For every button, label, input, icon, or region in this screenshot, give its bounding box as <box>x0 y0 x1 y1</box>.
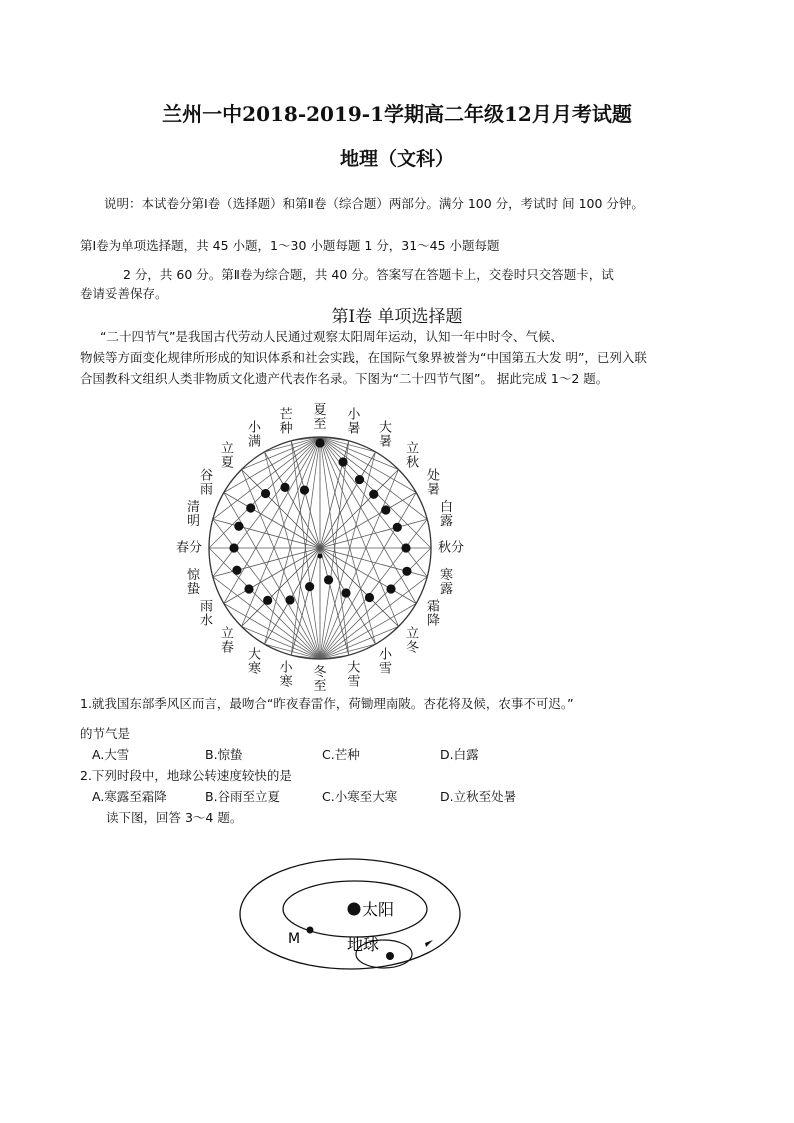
solar-term-chord <box>320 437 427 577</box>
solar-term-label: 白露 <box>440 499 454 529</box>
solar-term-chord <box>320 437 398 470</box>
solar-term-chord <box>291 441 320 659</box>
solar-term-label: 小暑 <box>347 406 361 436</box>
q1-option-b: B.惊蛰 <box>205 747 243 762</box>
solar-term-label: 冬至 <box>313 664 327 694</box>
q2-stem: 2.下列时段中，地球公转速度较快的是 <box>80 768 292 783</box>
solar-term-dot <box>315 438 324 447</box>
instruction-line-2: 2 分，共 60 分。第Ⅱ卷为综合题，共 40 分。答案写在答题卡上，交卷时只交答题卡，试 <box>123 267 614 282</box>
solar-term-dot <box>261 489 270 498</box>
solar-term-dot <box>355 475 364 484</box>
solar-term-chord <box>213 437 320 519</box>
solar-term-diameter <box>291 441 348 655</box>
solar-term-dot <box>393 523 402 532</box>
solar-term-label: 芒种 <box>279 406 293 436</box>
solar-term-chord <box>320 437 349 441</box>
solar-term-label: 秋分 <box>437 540 465 556</box>
solar-term-label: 大寒 <box>247 646 262 676</box>
solar-term-chord <box>320 437 416 604</box>
solar-term-diameter <box>265 452 376 644</box>
solar-term-diameter <box>224 493 416 604</box>
solar-term-chord <box>320 577 427 659</box>
solar-term-chord <box>320 626 398 659</box>
solar-term-dot <box>341 588 350 597</box>
outer-orbit <box>240 859 460 969</box>
solar-term-diameter <box>242 470 399 627</box>
solar-term-chord <box>213 519 320 659</box>
solar-term-dot <box>305 582 314 591</box>
solar-term-chord <box>320 437 376 644</box>
solar-term-dot <box>318 554 323 559</box>
solar-term-label: 立秋 <box>406 440 420 470</box>
solar-term-label: 春分 <box>175 540 203 556</box>
section-title: 第Ⅰ卷 单项选择题 <box>331 307 463 327</box>
solar-term-chord <box>265 452 321 659</box>
solar-term-dot <box>401 543 410 552</box>
solar-term-diameter <box>265 452 376 644</box>
solar-term-dot <box>234 522 243 531</box>
passage-line-2: 物候等方面变化规律所形成的知识体系和社会实践，在国际气象界被誉为“中国第五大发 明”，已列入联 <box>80 350 647 365</box>
solar-term-chord <box>320 437 376 452</box>
solar-term-chord <box>213 577 320 659</box>
solar-term-chord <box>224 493 320 660</box>
solar-term-chord <box>291 655 320 659</box>
q1-stem-cont: 的节气是 <box>80 726 131 741</box>
solar-term-chord <box>320 655 349 659</box>
exam-subtitle: 地理（文科） <box>339 148 454 170</box>
q2-option-b: B.谷雨至立夏 <box>205 789 281 804</box>
sun-label: 太阳 <box>362 900 395 919</box>
q1-option-a: A.大雪 <box>92 747 130 762</box>
m-point <box>307 927 314 934</box>
solar-term-chord <box>291 437 320 441</box>
solar-term-chord <box>213 437 320 577</box>
solar-term-dot <box>229 543 238 552</box>
solar-term-dot <box>244 584 253 593</box>
instruction-note: 说明：本试卷分第Ⅰ卷（选择题）和第Ⅱ卷（综合题）两部分。满分 100 分，考试时 间 100 分钟。 <box>104 196 644 211</box>
solar-term-label: 夏至 <box>313 402 327 432</box>
solar-term-dot <box>365 593 374 602</box>
solar-term-dot <box>300 485 309 494</box>
solar-term-chord <box>320 548 431 659</box>
solar-term-dot <box>381 505 390 514</box>
orbit-direction-arrow <box>425 940 433 947</box>
solar-term-chord <box>224 437 320 604</box>
solar-term-diameter <box>291 441 348 655</box>
q1-option-d: D.白露 <box>440 747 479 762</box>
solar-term-chord <box>320 493 416 660</box>
solar-term-chord <box>320 437 416 493</box>
q2-option-a: A.寒露至霜降 <box>92 789 167 804</box>
solar-term-label: 大雪 <box>347 660 361 690</box>
solar-term-chord <box>320 437 349 655</box>
solar-term-chord <box>320 470 398 659</box>
earth-label: 地球 <box>347 935 380 954</box>
solar-term-chord <box>320 604 416 660</box>
solar-term-chord <box>320 519 427 659</box>
q2-option-d: D.立秋至处暑 <box>440 789 517 804</box>
solar-terms-outer-circle <box>209 437 431 659</box>
solar-term-chord <box>320 437 398 626</box>
solar-term-label: 雨水 <box>200 599 214 628</box>
solar-term-chord <box>224 604 320 660</box>
solar-term-diameter <box>213 519 427 576</box>
passage-line-1: “二十四节气”是我国古代劳动人民通过观察太阳周年运动，认知一年中时令、气候、 <box>100 329 563 344</box>
solar-term-label: 处暑 <box>426 468 440 497</box>
solar-term-dot <box>285 595 294 604</box>
solar-term-dot <box>338 457 347 466</box>
solar-term-dot <box>280 483 289 492</box>
q34-lead: 读下图，回答 3～4 题。 <box>106 810 243 825</box>
solar-term-label: 谷雨 <box>200 468 214 497</box>
solar-term-chord <box>265 437 321 452</box>
instruction-line-1: 第Ⅰ卷为单项选择题，共 45 小题，1～30 小题每题 1 分，31～45 小题每题 <box>80 238 500 253</box>
solar-term-dot <box>324 575 333 584</box>
earth-marker <box>386 952 394 960</box>
solar-term-chord <box>242 437 320 470</box>
solar-term-dot <box>369 490 378 499</box>
solar-term-diameter <box>224 493 416 604</box>
solar-term-chord <box>320 644 376 659</box>
sun-marker <box>348 903 361 916</box>
inner-orbit <box>283 881 427 937</box>
solar-term-chord <box>291 437 320 655</box>
solar-term-label: 小寒 <box>279 660 293 690</box>
q1-option-c: C.芒种 <box>322 747 360 762</box>
solar-term-chord <box>242 626 320 659</box>
solar-term-label: 立夏 <box>220 440 234 470</box>
solar-term-chord <box>242 470 320 659</box>
solar-term-chord <box>320 437 431 548</box>
solar-term-chord <box>242 437 320 626</box>
solar-term-chord <box>224 437 320 493</box>
solar-term-label: 立冬 <box>406 626 420 656</box>
solar-term-chord <box>320 452 376 659</box>
solar-term-dot <box>232 566 241 575</box>
solar-term-chord <box>320 441 349 659</box>
solar-term-chord <box>209 548 320 659</box>
solar-term-chord <box>209 437 320 548</box>
moon-orbit <box>356 940 412 968</box>
solar-term-label: 立春 <box>220 626 234 656</box>
solar-term-label: 寒露 <box>440 567 454 597</box>
q1-stem: 1.就我国东部季风区而言，最吻合“昨夜春雷作，荷锄理南陂。杏花将及候，农事不可迟。” <box>80 696 574 711</box>
solar-term-label: 清明 <box>186 499 200 529</box>
solar-term-label: 小雪 <box>378 646 393 676</box>
passage-line-3: 合国教科文组织人类非物质文化遗产代表作名录。下图为“二十四节气图”。 据此完成 1～2 题。 <box>80 371 609 386</box>
solar-term-chord <box>265 644 321 659</box>
solar-term-label: 小满 <box>247 420 262 450</box>
solar-term-label: 霜降 <box>426 599 440 628</box>
instruction-line-3: 卷请妥善保存。 <box>80 286 168 301</box>
solar-term-dot <box>246 503 255 512</box>
q2-option-c: C.小寒至大寒 <box>322 789 398 804</box>
solar-term-chord <box>265 437 321 644</box>
solar-term-diameter <box>242 470 399 627</box>
solar-term-label: 惊蛰 <box>186 567 200 597</box>
m-label: M <box>288 931 301 947</box>
solar-term-dot <box>263 596 272 605</box>
solar-term-dot <box>402 567 411 576</box>
exam-title: 兰州一中2018-2019-1学期高二年级12月月考试题 <box>162 102 632 126</box>
solar-term-label: 大暑 <box>378 420 393 450</box>
solar-term-chord <box>320 437 427 519</box>
solar-term-diameter <box>213 519 427 576</box>
solar-term-dot <box>386 584 395 593</box>
